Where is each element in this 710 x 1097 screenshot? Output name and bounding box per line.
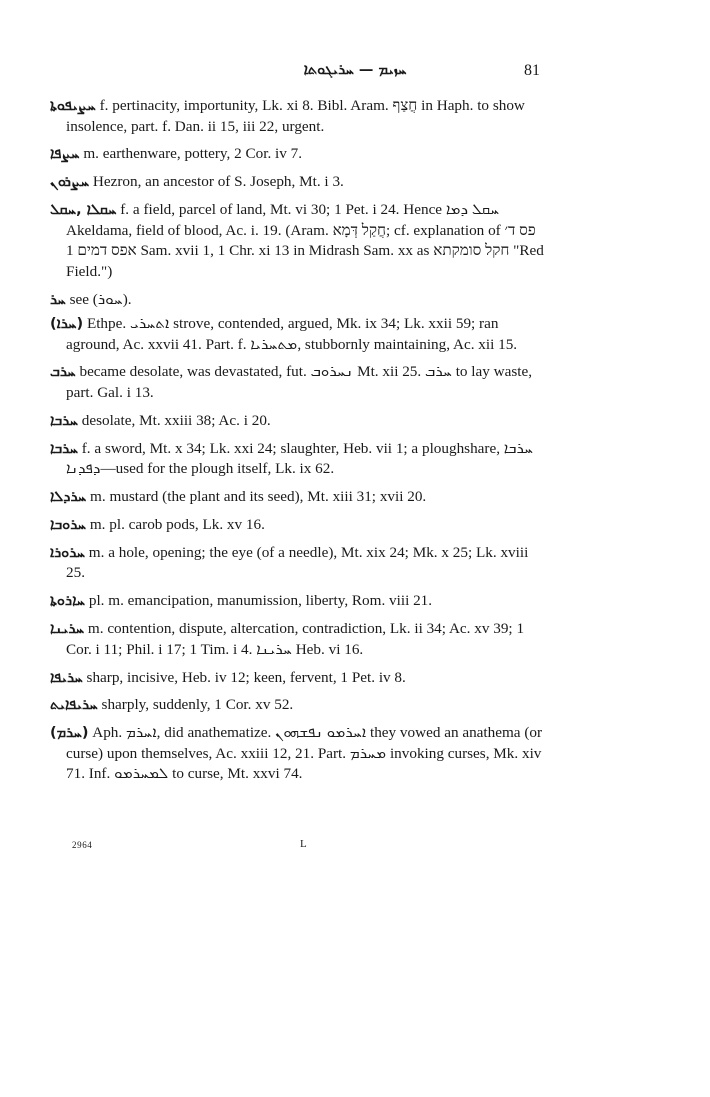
entry-headword: ܚܪܒܐ (50, 412, 78, 429)
entry-headword: ܚܪ (50, 291, 66, 308)
entries-list (50, 96, 545, 792)
entry-strove (50, 314, 545, 355)
entry-definition: pl. m. emancipation, manumission, liberty, Rom. viii 21. (88, 592, 433, 610)
entry-definition: became desolate, was devastated, fut. ܢܚܪܘܒ Mt. xii 25. ܚܪܒ to lay waste, part. Gal. i 13. (66, 363, 533, 401)
entry-definition: f. a field, parcel of land, Mt. vi 30; 1 Pet. i 24. Hence ܚܩܠ ܕܡܐ Akeldama, field of blood, Ac. i. 19. (Aram. חֲקַל דְּמָא; cf. explanation of פס ד׳ אפס דמים 1 Sam. xvii 1, 1 Chr. xi 13 in Midrash Sam. xx as חקל סומקתא "Red Field.") (66, 201, 544, 280)
entry-field (50, 200, 545, 282)
entry-definition: m. contention, dispute, altercation, contradiction, Lk. ii 34; Ac. xv 39; 1 Cor. i 11; Phil. i 17; 1 Tim. i 4. ܚܪܝܢܐ Heb. vi 16. (66, 620, 525, 658)
entry-mustard (50, 487, 545, 508)
entry-definition: desolate, Mt. xxiii 38; Ac. i 20. (81, 411, 271, 429)
entry-definition: sharp, incisive, Heb. iv 12; keen, fervent, 1 Pet. iv 8. (86, 668, 406, 686)
entry-headword: ܚܐܪܘܬܐ (50, 593, 86, 610)
entry-headword: ܚܪܝܦܐܝܬ (50, 697, 98, 714)
running-head (0, 62, 710, 84)
entry-see (50, 290, 545, 311)
entry-headword: ܚܨܪܘܢ (50, 174, 90, 191)
entry-definition: f. a sword, Mt. x 34; Lk. xxi 24; slaughter, Heb. vii 1; a ploughshare, ܚܪܒܐ ܕܦܕܢܐ—used for the plough itself, Lk. ix 62. (66, 439, 534, 478)
entry-definition: Ethpe. ܐܬܚܪܝ strove, contended, argued, Mk. ix 34; Lk. xxii 59; ran aground, Ac. xxvii 41. Part. f. ܡܬܚܪܝܐ, stubbornly maintaining, Ac. xii 15. (66, 315, 518, 353)
entry-headword: ܚܪܕܠܐ (50, 489, 87, 506)
entry-definition: sharply, suddenly, 1 Cor. xv 52. (101, 696, 294, 714)
entry-earthenware (50, 144, 545, 165)
entry-carob-pods (50, 515, 545, 536)
entry-desolate-adj (50, 411, 545, 432)
entry-hole (50, 543, 545, 584)
printer-signature: 2964 (72, 840, 93, 850)
entry-definition: m. a hole, opening; the eye (of a needle), Mt. xix 24; Mk. x 25; Lk. xviii 25. (66, 543, 529, 582)
entry-headword: (ܚܪܐ) (50, 316, 84, 333)
entry-contention (50, 619, 545, 660)
entry-headword: ܚܪܒ (50, 364, 76, 381)
entry-headword: ܚܨܦܐ (50, 146, 80, 163)
entry-headword: ܚܩܠܐ ,ܚܩܠ (50, 202, 117, 219)
entry-headword: ܚܪܒܐ (50, 440, 78, 457)
entry-headword: ܚܪܝܢܐ (50, 621, 85, 638)
entry-pertinacity (50, 96, 545, 137)
entry-definition: m. mustard (the plant and its seed), Mt. xiii 31; xvii 20. (90, 488, 427, 506)
entry-headword: ܚܪܘܒܐ (50, 517, 87, 534)
entry-headword: ܚܪܝܦܐ (50, 669, 83, 686)
entry-sword (50, 439, 545, 480)
entry-hezron (50, 172, 545, 193)
entry-definition: m. pl. carob pods, Lk. xv 16. (89, 516, 265, 534)
page-number: 81 (524, 62, 540, 79)
entry-headword: ܚܨܝܦܘܬܐ (50, 98, 96, 114)
entry-sharply (50, 695, 545, 716)
entry-headword: (ܚܪܡ) (50, 725, 89, 742)
entry-desolate-verb (50, 362, 545, 403)
sheet-mark: L (300, 838, 307, 850)
entry-definition: m. earthenware, pottery, 2 Cor. iv 7. (83, 145, 303, 163)
entry-definition: Hezron, an ancestor of S. Joseph, Mt. i 3. (92, 173, 344, 191)
entry-definition: see (ܚܘܪ). (69, 290, 132, 308)
entry-anathematize (50, 723, 545, 785)
entry-sharp (50, 668, 545, 689)
entry-emancipation (50, 591, 545, 612)
entry-definition: Aph. ܐܚܪܡ, did anathematize. ܐܚܪܡܘ ܢܦܫܗܘܢ they vowed an anathema (or curse) upon themselves, Ac. xxiii 12, 21. Part. ܡܚܪܡ invoking curses, Mk. xiv 71. Inf. ܠܡܚܪܡܘ to curse, Mt. xxvi 74. (66, 724, 543, 783)
running-head-title: ܚܙܝܡ — ܚܪܝܓܘܬܐ (303, 62, 407, 78)
entry-definition: f. pertinacity, importunity, Lk. xi 8. Bibl. Aram. חֲצַף in Haph. to show insolence, part. f. Dan. ii 15, iii 22, urgent. (66, 97, 525, 135)
entry-headword: ܚܪܘܪܐ (50, 544, 85, 561)
